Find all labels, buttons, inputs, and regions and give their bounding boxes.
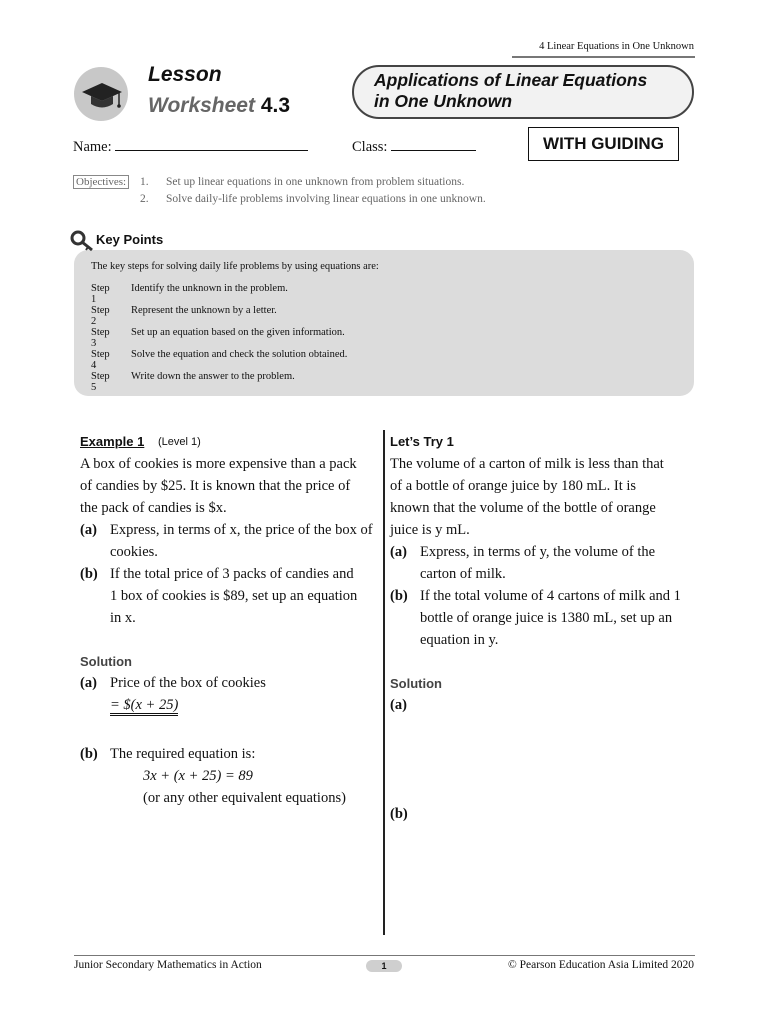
objective-text: Set up linear equations in one unknown from problem situations. [166, 176, 465, 188]
part-text: Express, in terms of x, the price of the box of cookies. [110, 522, 373, 560]
part-text: If the total price of 3 packs of candies and 1 box of cookies is $89, set up an equation in x. [110, 566, 358, 626]
part-label: (a) [80, 522, 97, 538]
step-label: Step 4 [91, 349, 110, 371]
key-points-intro: The key steps for solving daily life problems by using equations are: [91, 261, 379, 272]
step-label: Step 5 [91, 371, 110, 393]
try-solution-a-label[interactable]: (a) [390, 697, 407, 713]
title-line-1: Applications of Linear Equations [374, 70, 648, 90]
footer-copyright: © Pearson Education Asia Limited 2020 [508, 959, 694, 971]
step-label: Step 1 [91, 283, 110, 305]
part-text: Express, in terms of y, the volume of the carton of milk. [420, 544, 656, 582]
step-label: Step 3 [91, 327, 110, 349]
title-line-2: in One Unknown [374, 91, 513, 111]
name-blank[interactable] [115, 138, 308, 151]
try-solution-title: Solution [390, 676, 442, 691]
key-icon [70, 230, 96, 257]
objective-item [140, 176, 465, 188]
part-text: If the total volume of 4 cartons of milk and 1 bottle of orange juice is 1380 mL, set up an equation in y. [420, 588, 681, 648]
class-label: Class: [352, 139, 388, 155]
part-label: (b) [80, 566, 98, 582]
column-divider [383, 430, 385, 935]
footer-rule [74, 955, 695, 956]
solution-text: Price of the box of cookies [110, 675, 266, 691]
objective-number: 1. [140, 176, 149, 188]
example-line: A box of cookies is more expensive than a pack [80, 456, 357, 472]
step-text: Solve the equation and check the solution obtained. [131, 349, 348, 360]
step-label: Step 2 [91, 305, 110, 327]
example-equation: 3x + (x + 25) = 89 [143, 768, 253, 784]
example-title: Example 1 [80, 434, 145, 449]
graduation-cap-icon [74, 67, 128, 121]
try-line: The volume of a carton of milk is less than that [390, 456, 664, 472]
part-label: (a) [390, 544, 407, 560]
objectives-label: Objectives: [73, 175, 129, 189]
try-question [390, 453, 664, 541]
with-guiding-box: WITH GUIDING [528, 127, 679, 161]
part-label: (a) [80, 675, 97, 691]
part-label: (b) [390, 588, 408, 604]
try-solution-b-label[interactable]: (b) [390, 806, 408, 822]
example-solution-a-answer [110, 694, 178, 716]
step-text: Represent the unknown by a letter. [131, 305, 277, 316]
worksheet-number: 4.3 [260, 94, 291, 117]
solution-text: The required equation is: [110, 746, 256, 762]
objective-item [140, 193, 486, 205]
example-question [80, 453, 357, 519]
try-title: Let’s Try 1 [390, 434, 454, 449]
worksheet-label [148, 94, 290, 118]
step-text: Set up an equation based on the given information. [131, 327, 345, 338]
chapter-header: 4 Linear Equations in One Unknown [539, 41, 694, 52]
example-line: of candies by $25. It is known that the price of [80, 478, 351, 494]
name-label: Name: [73, 139, 112, 155]
example-line: the pack of candies is $x. [80, 500, 227, 516]
worksheet-title [352, 65, 694, 119]
example-solution-title: Solution [80, 654, 132, 669]
name-field[interactable] [73, 138, 308, 156]
part-label: (b) [80, 746, 98, 762]
class-blank[interactable] [391, 138, 476, 151]
try-line: of a bottle of orange juice by 180 mL. It is [390, 478, 637, 494]
answer-underlined: = $(x + 25) [110, 697, 178, 716]
example-level: (Level 1) [158, 436, 201, 448]
try-line: juice is y mL. [390, 522, 470, 538]
lesson-label: Lesson [148, 63, 222, 86]
objective-number: 2. [140, 193, 149, 205]
try-line: known that the volume of the bottle of orange [390, 500, 656, 516]
header-rule [512, 56, 695, 58]
objective-text: Solve daily-life problems involving linear equations in one unknown. [166, 193, 486, 205]
footer-book-title: Junior Secondary Mathematics in Action [74, 959, 262, 971]
step-text: Write down the answer to the problem. [131, 371, 295, 382]
example-equation-note: (or any other equivalent equations) [143, 790, 346, 806]
class-field[interactable] [352, 138, 476, 156]
worksheet-word: Worksheet [148, 94, 255, 117]
key-points-title: Key Points [96, 232, 164, 247]
step-text: Identify the unknown in the problem. [131, 283, 288, 294]
page-number: 1 [366, 960, 402, 972]
